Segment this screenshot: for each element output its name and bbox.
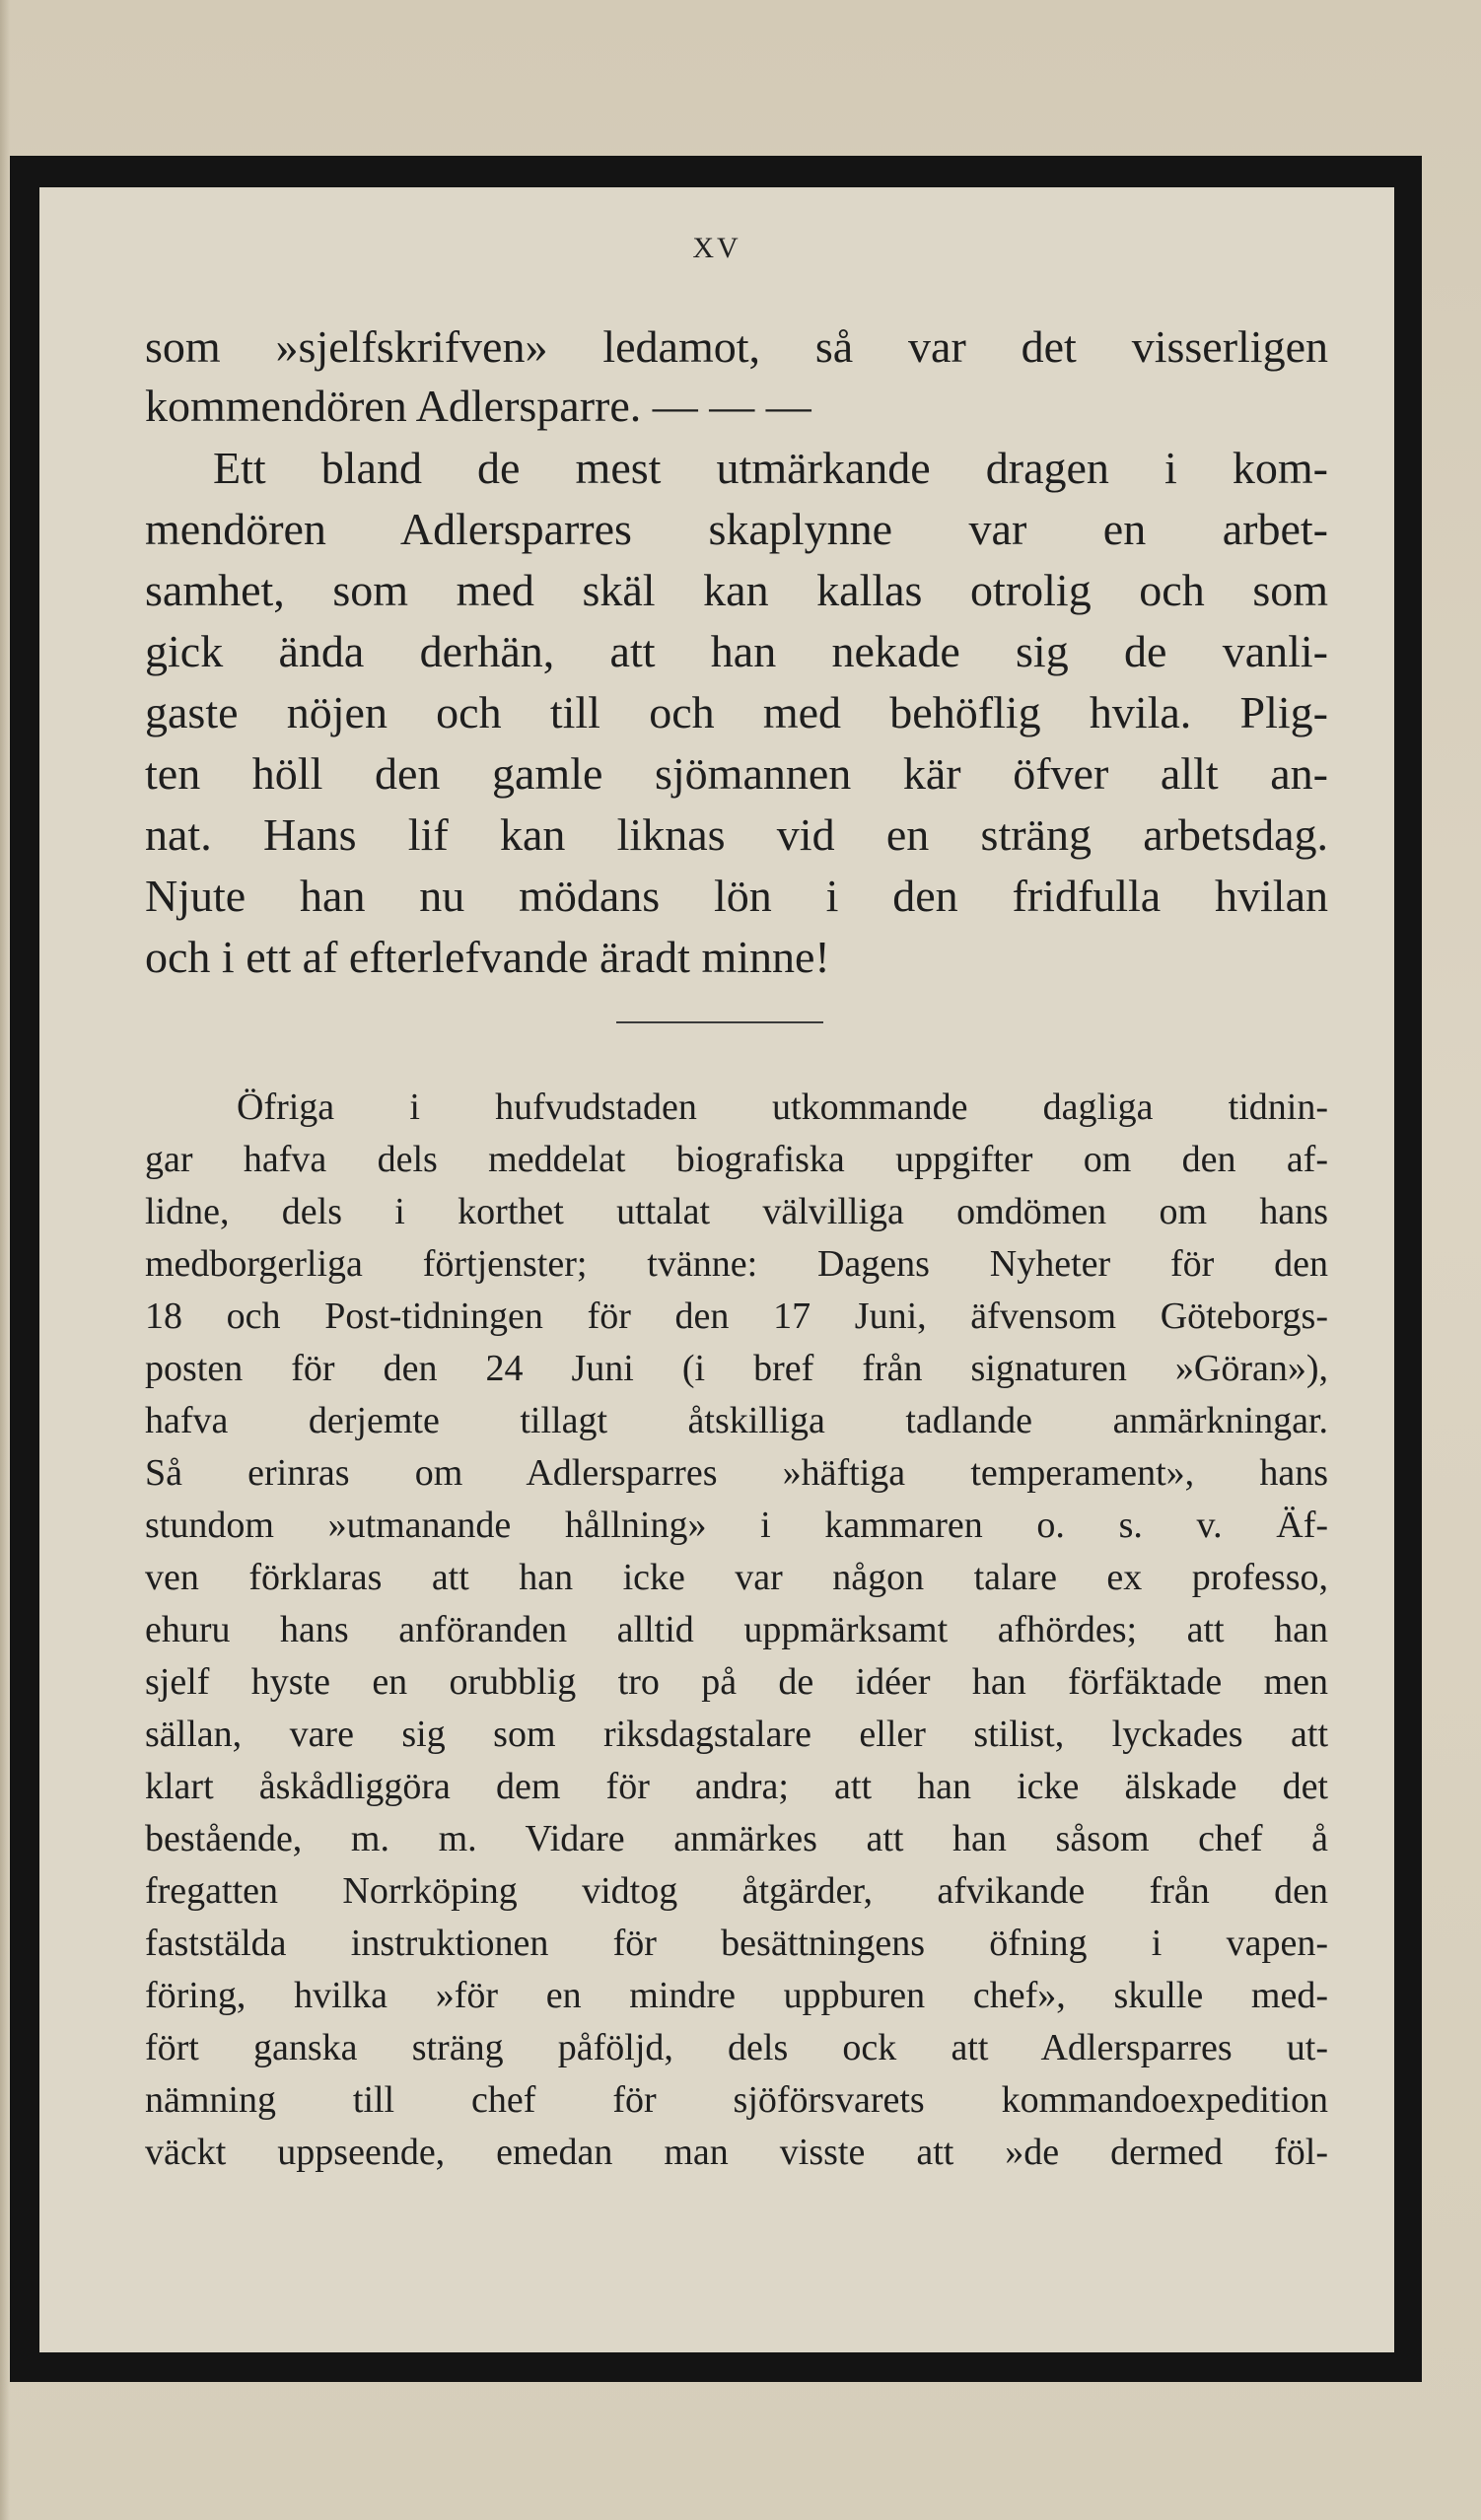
text-line: gar hafva dels meddelat biografiska uppgifter om den af- [145, 1139, 1328, 1180]
text-line: nämning till chef för sjöförsvarets kommandoexpedition [145, 2079, 1328, 2121]
text-line: hafva derjemte tillagt åtskilliga tadlande anmärkningar. [145, 1400, 1328, 1441]
binding-shadow [0, 0, 10, 2520]
text-line: posten för den 24 Juni (i bref från signaturen »Göran»), [145, 1348, 1328, 1389]
text-line: fregatten Norrköping vidtog åtgärder, afvikande från den [145, 1870, 1328, 1912]
text-line: gick ända derhän, att han nekade sig de vanli- [145, 626, 1328, 676]
text-line: sällan, vare sig som riksdagstalare eller stilist, lyckades att [145, 1714, 1328, 1755]
text-line: klart åskådliggöra dem för andra; att han icke älskade det [145, 1766, 1328, 1807]
text-line: och i ett af efterlefvande äradt minne! [145, 932, 830, 982]
section-divider [616, 1021, 823, 1023]
page-number: XV [692, 232, 741, 264]
text-line: väckt uppseende, emedan man visste att »de dermed föl- [145, 2132, 1328, 2173]
text-line: mendören Adlersparres skaplynne var en arbet- [145, 504, 1328, 554]
text-line: sjelf hyste en orubblig tro på de idéer han förfäktade men [145, 1661, 1328, 1703]
text-line: Så erinras om Adlersparres »häftiga temperament», hans [145, 1452, 1328, 1494]
text-line: medborgerliga förtjenster; tvänne: Dagens Nyheter för den [145, 1243, 1328, 1285]
text-line: som »sjelfskrifven» ledamot, så var det visserligen [145, 321, 1328, 372]
text-line: 18 och Post-tidningen för den 17 Juni, äfvensom Göteborgs- [145, 1295, 1328, 1337]
text-line: kommendören Adlersparre. — — — [145, 381, 811, 431]
text-line: ehuru hans anföranden alltid uppmärksamt afhördes; att han [145, 1609, 1328, 1650]
text-line: föring, hvilka »för en mindre uppburen chef», skulle med- [145, 1975, 1328, 2016]
text-line: gaste nöjen och till och med behöflig hvila. Plig- [145, 687, 1328, 737]
book-page [39, 187, 1394, 2352]
text-line: ten höll den gamle sjömannen kär öfver allt an- [145, 748, 1328, 799]
text-line: ven förklaras att han icke var någon talare ex professo, [145, 1557, 1328, 1598]
text-line: bestående, m. m. Vidare anmärkes att han såsom chef å [145, 1818, 1328, 1859]
text-line: Ett bland de mest utmärkande dragen i kom- [213, 443, 1328, 493]
text-line: lidne, dels i korthet uttalat välvilliga omdömen om hans [145, 1191, 1328, 1232]
text-line: nat. Hans lif kan liknas vid en sträng arbetsdag. [145, 809, 1328, 860]
text-line: Njute han nu mödans lön i den fridfulla hvilan [145, 871, 1328, 921]
text-line: fört ganska sträng påföljd, dels ock att Adlersparres ut- [145, 2027, 1328, 2068]
text-line: faststälda instruktionen för besättningens öfning i vapen- [145, 1923, 1328, 1964]
text-line: Öfriga i hufvudstaden utkommande dagliga tidnin- [237, 1086, 1328, 1128]
text-line: samhet, som med skäl kan kallas otrolig och som [145, 565, 1328, 615]
text-line: stundom »utmanande hållning» i kammaren o. s. v. Äf- [145, 1505, 1328, 1546]
